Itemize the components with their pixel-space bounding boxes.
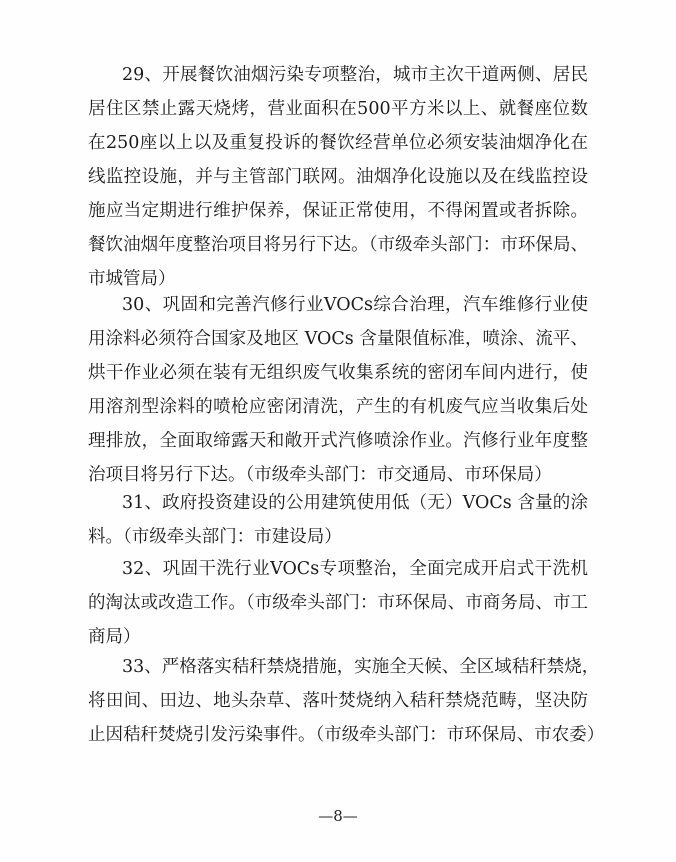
text-line: 治项目将另行下达。（市级牵头部门：市交通局、市环保局） (88, 465, 552, 485)
text-line: 商局） (88, 627, 141, 647)
text-line: 市城管局） (88, 269, 176, 289)
text-line: 将田间、田边、地头杂草、落叶焚烧纳入秸秆禁烧范畴，坚决防 (88, 691, 588, 711)
text-line: 33、严格落实秸秆禁烧措施，实施全天候、全区域秸秆禁烧， (122, 657, 600, 677)
text-line: 31、政府投资建设的公用建筑使用低（无）VOCs 含量的涂 (122, 493, 588, 513)
text-line: 线监控设施，并与主管部门联网。油烟净化设施以及在线监控设 (88, 167, 588, 187)
paragraph-30 (88, 288, 588, 492)
text-line: 理排放，全面取缔露天和敞开式汽修喷涂作业。汽修行业年度整 (88, 431, 588, 451)
paragraph-33 (88, 650, 605, 752)
text-line: 料。（市级牵头部门：市建设局） (88, 527, 342, 547)
paragraph-29 (88, 58, 588, 296)
text-line: 的淘汰或改造工作。（市级牵头部门：市环保局、市商务局、市工 (88, 593, 588, 613)
text-line: 施应当定期进行维护保养，保证正常使用，不得闲置或者拆除。 (88, 201, 588, 221)
paragraph-32 (88, 552, 588, 654)
text-line: 在250座以上以及重复投诉的餐饮经营单位必须安装油烟净化在 (88, 133, 588, 153)
text-line: 居住区禁止露天烧烤，营业面积在500平方米以上、就餐座位数 (88, 99, 588, 119)
text-line: 29、开展餐饮油烟污染专项整治，城市主次干道两侧、居民 (122, 65, 588, 85)
text-line: 止因秸秆焚烧引发污染事件。（市级牵头部门：市环保局、市农委） (88, 725, 605, 745)
paragraph-31 (88, 486, 588, 554)
text-line: 用涂料必须符合国家及地区 VOCs 含量限值标准，喷涂、流平、 (88, 329, 588, 349)
text-line: 30、巩固和完善汽修行业VOCs综合治理，汽车维修行业使 (122, 295, 588, 315)
text-line: 用溶剂型涂料的喷枪应密闭清洗，产生的有机废气应当收集后处 (88, 397, 588, 417)
text-line: 烘干作业必须在装有无组织废气收集系统的密闭车间内进行，使 (88, 363, 588, 383)
text-line: 餐饮油烟年度整治项目将另行下达。（市级牵头部门：市环保局、 (88, 235, 588, 255)
page-number: —8— (318, 807, 358, 825)
text-line: 32、巩固干洗行业VOCs专项整治，全面完成开启式干洗机 (122, 559, 588, 579)
